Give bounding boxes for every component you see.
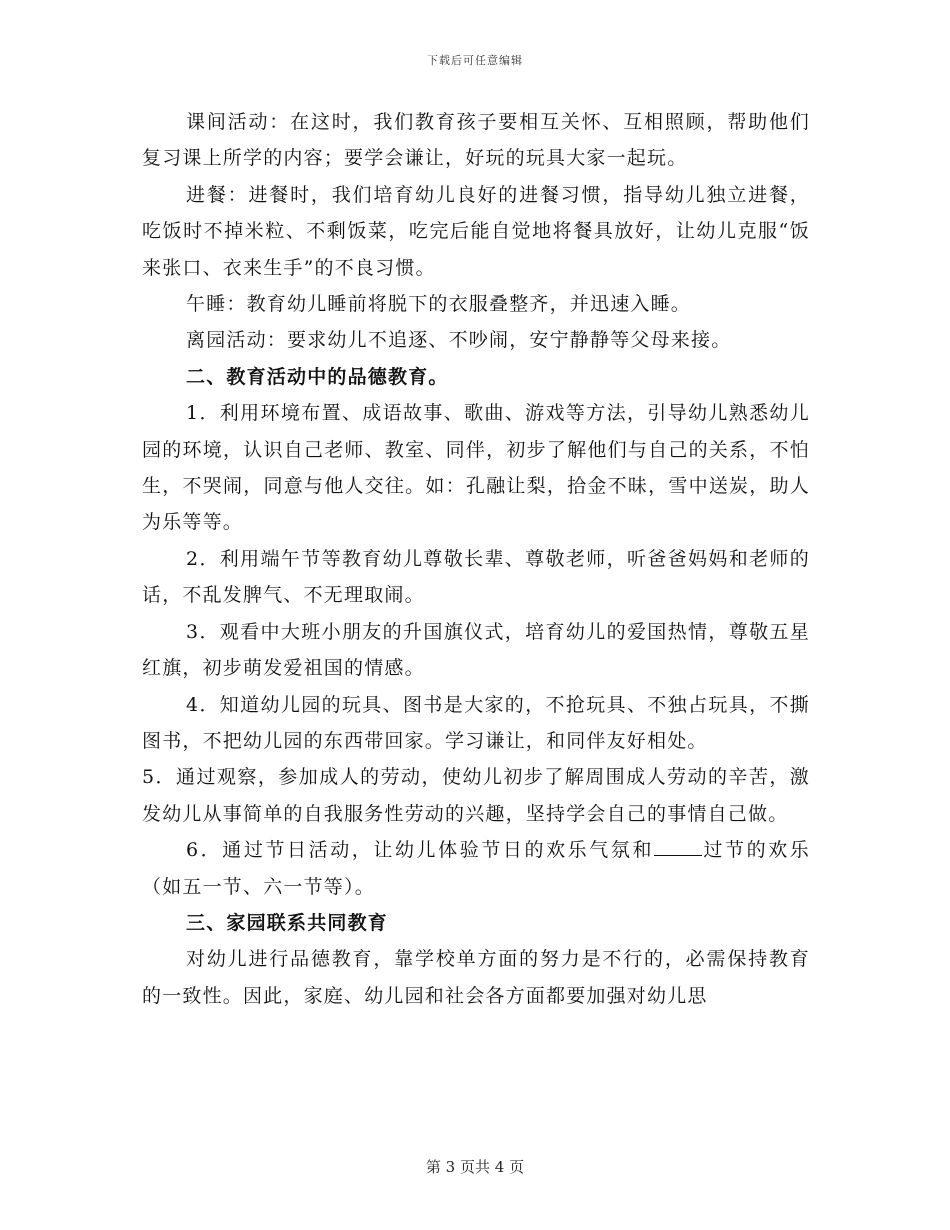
paragraph-meal: 进餐：进餐时，我们培育幼儿良好的进餐习惯，指导幼儿独立进餐，吃饭时不掉米粒、不剩饭菜，吃完后能自觉地将餐具放好，让幼儿克服“饭来张口、衣来生手”的不良习惯。 (142, 183, 810, 279)
page-header-note: 下载后可任意编辑 (427, 54, 523, 67)
list-item-3: 3．观看中大班小朋友的升国旗仪式，培育幼儿的爱国热情，尊敬五星红旗，初步萌发爱祖国的情感。 (142, 620, 810, 680)
list-item-5: 5．通过观察，参加成人的劳动，使幼儿初步了解周围成人劳动的辛苦，激发幼儿从事简单的自我服务性劳动的兴趣，坚持学会自己的事情自己做。 (142, 766, 810, 825)
section-heading-home-school: 三、家园联系共同教育 (186, 911, 389, 934)
section-heading-moral-education: 二、教育活动中的品德教育。 (186, 365, 449, 388)
paragraph-break-activity: 课间活动：在这时，我们教育孩子要相互关怀、互相照顾，帮助他们复习课上所学的内容；要学会谦让，好玩的玩具大家一起玩。 (142, 111, 810, 170)
list-item-6-before: 6．通过节日活动，让幼儿体验节日的欢乐气氛和 (186, 839, 655, 862)
paragraph-home-school: 对幼儿进行品德教育，靠学校单方面的努力是不行的，必需保持教育的一致性。因此，家庭、幼儿园和社会各方面都要加强对幼儿思 (142, 948, 810, 1007)
list-item-6-after: 过节的欢乐（如五一节、六一节等）。 (142, 839, 810, 898)
paragraph-nap: 午睡：教育幼儿睡前将脱下的衣服叠整齐，并迅速入睡。 (186, 293, 692, 316)
list-item-1: 1．利用环境布置、成语故事、歌曲、游戏等方法，引导幼儿熟悉幼儿园的环境，认识自己老师、教室、同伴，初步了解他们与自己的关系，不怕生，不哭闹，同意与他人交往。如：孔融让梨，拾金不昧，雪中送炭，助人为乐等等。 (142, 402, 810, 534)
paragraph-departure: 离园活动：要求幼儿不追逐、不吵闹，安宁静静等父母来接。 (186, 329, 732, 352)
list-item-4: 4．知道幼儿园的玩具、图书是大家的，不抢玩具、不独占玩具，不撕图书，不把幼儿园的东西带回家。学习谦让，和同伴友好相处。 (142, 693, 810, 752)
list-item-2: 2．利用端午节等教育幼儿尊敬长辈、尊敬老师，听爸爸妈妈和老师的话，不乱发脾气、不无理取闹。 (142, 547, 810, 607)
page-number: 第 3 页共 4 页 (425, 1158, 525, 1176)
fill-in-blank (654, 835, 702, 856)
list-item-6 (142, 832, 810, 905)
document-body (142, 104, 810, 1014)
